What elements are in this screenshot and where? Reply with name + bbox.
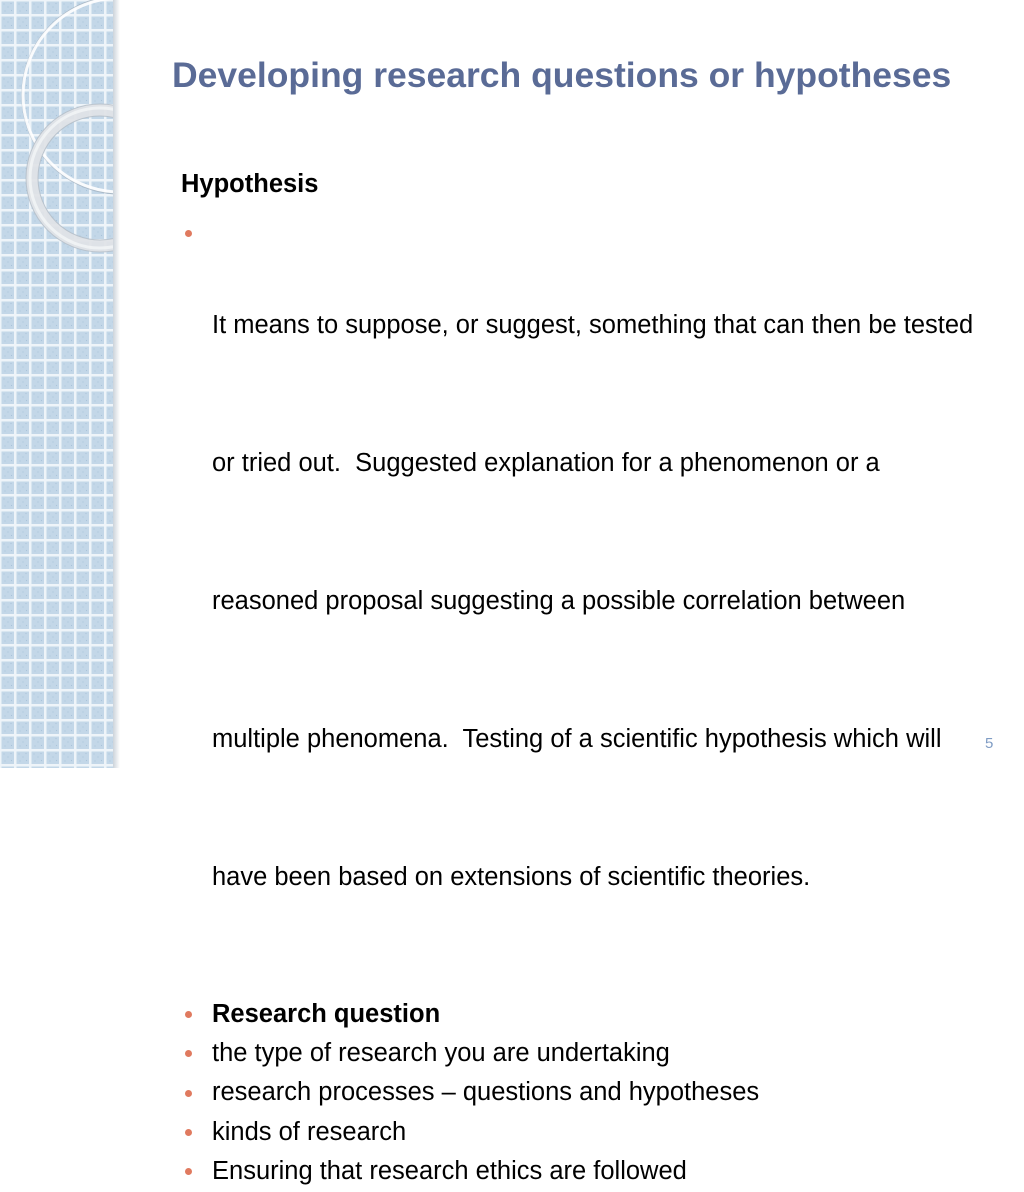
bullet-item-research-ethics	[176, 1152, 1006, 1191]
bullet-text-line: or tried out. Suggested explanation for a phenomenon or a	[212, 449, 880, 477]
bullet-text-line: multiple phenomena. Testing of a scientific hypothesis which will	[212, 725, 942, 753]
bullet-text	[212, 210, 1006, 992]
bullet-dot-icon	[185, 1168, 192, 1175]
bullet-text: the type of research you are undertaking	[212, 1038, 670, 1067]
page-number: 5	[985, 735, 994, 752]
sidebar-grid-pattern	[0, 0, 113, 768]
slide-title: Developing research questions or hypotheses	[172, 55, 952, 95]
bullet-item-kinds-of-research	[176, 1113, 1006, 1152]
bullet-dot-icon	[185, 1050, 192, 1057]
bullet-item-hypothesis-definition	[176, 210, 1006, 992]
sidebar-decoration	[0, 0, 113, 768]
bullet-text-line: reasoned proposal suggesting a possible correlation between	[212, 587, 906, 615]
bullet-dot-icon	[185, 1129, 192, 1136]
bullet-item-research-type	[176, 1034, 1006, 1073]
bullet-text: kinds of research	[212, 1117, 407, 1146]
sidebar-edge-shadow	[113, 0, 120, 768]
hypothesis-heading: Hypothesis	[181, 170, 319, 198]
bullet-text: Ensuring that research ethics are followed	[212, 1157, 687, 1186]
bullet-dot-icon	[185, 1090, 192, 1097]
bullet-dot-icon	[185, 1011, 192, 1018]
bullet-item-research-processes	[176, 1073, 1006, 1112]
bullet-text: Research question	[212, 999, 441, 1028]
bullet-list	[176, 210, 1006, 1192]
bullet-text-line: It means to suppose, or suggest, something that can then be tested	[212, 311, 974, 339]
bullet-text: research processes – questions and hypotheses	[212, 1078, 760, 1107]
bullet-text-line: have been based on extensions of scientific theories.	[212, 863, 811, 891]
bullet-item-research-question	[176, 995, 1006, 1034]
bullet-dot-icon	[185, 230, 192, 237]
